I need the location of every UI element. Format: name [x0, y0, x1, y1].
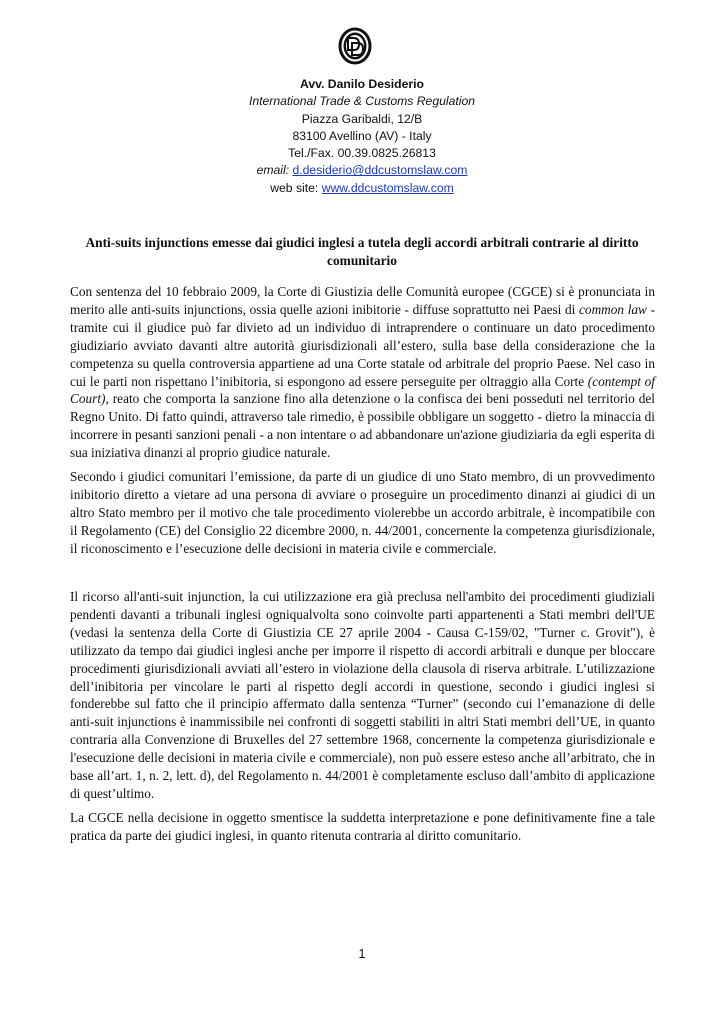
- paragraph-1-italic-common-law: common law: [579, 301, 647, 317]
- document-title: Anti-suits injunctions emesse dai giudici inglesi a tutela degli accordi arbitrali contrarie al diritto comunitario: [85, 235, 639, 268]
- email-line: [0, 162, 724, 179]
- website-label: web site:: [270, 180, 322, 195]
- firm-subtitle: International Trade & Customs Regulation: [248, 94, 476, 109]
- email-link[interactable]: d.desiderio@ddcustomslaw.com: [292, 163, 468, 178]
- paragraph-1-italic-contempt: (contempt of Court): [70, 373, 655, 407]
- page-number: 1: [358, 947, 366, 961]
- paragraph-1-text-c: - tramite cui il giudice può far divieto ad un individuo di intraprendere o continuare un dato procedimento giudiziario avviato davanti altre autorità giurisdizionali all’estero, sulla base della considerazione che la competenza su quella controversia appartiene ad una Corte statale od arbitrale del proprio Paese. Nel caso in cui le parti non rispettano l’inibitoria, si espongono ad essere perseguite per oltraggio alla Corte: [70, 301, 655, 389]
- paragraph-1-text-e: , reato che comporta la sanzione fino alla detenzione o la confisca dei beni posseduti nel territorio del Regno Unito. Di fatto quindi, attraverso tale rimedio, è possibile obbligare un soggetto - dietro la minaccia di incorrere in pesanti sanzioni penali - a non intentare o ad abbandonare un'azione giudiziaria da egli esperita di sua iniziativa dinanzi al proprio giudice naturale.: [70, 391, 655, 461]
- paragraph-1: [70, 283, 655, 462]
- email-label: email:: [256, 163, 293, 178]
- paragraph-3: Il ricorso all'anti-suit injunction, la cui utilizzazione era già preclusa nell'ambito dei procedimenti giudiziali pendenti davanti a tribunali inglesi ogniqualvolta sono coinvolte parti appartenenti a Stati membri dell'UE (vedasi la sentenza della Corte di Giustizia CE 27 aprile 2004 - Causa C-159/02, "Turner c. Grovit"), è utilizzato da tempo dai giudici inglesi anche per imporre il rispetto di accordi arbitrali e dunque per bloccare procedimenti giurisdizionali avviati all’estero in violazione della clausola di riserva arbitrale. L’utilizzazione dell’inibitoria per vincolare le parti al rispetto degli accordi in questione, secondo i giudici inglesi si fonderebbe sul fatto che il principio affermato dalla sentenza “Turner” (secondo cui l’emanazione di delle anti-suit injunctions è inammissibile nei confronti di soggetti stabiliti in altri Stati membri dell’UE, in quanto contraria alla Convenzione di Bruxelles del 27 settembre 1968, concernente la competenza giurisdizionale e l'esecuzione delle decisioni in materia civile e commerciale), non può essere esteso anche all’arbitrato, che in base all’art. 1, n. 2, lett. d), del Regolamento n. 44/2001 è completamente escluso dall’ambito di applicazione di quest’ultimo.: [70, 589, 655, 801]
- dd-monogram-logo-icon: [337, 26, 373, 66]
- lawyer-name: Avv. Danilo Desiderio: [300, 77, 424, 91]
- paragraph-1-text-a: Con sentenza del 10 febbraio 2009, la Corte di Giustizia delle Comunità europee (CGCE) si è pronunciata in merito alle anti-suits injunctions, ossia quelle azioni inibitorie - diffuse soprattutto nei Paesi di: [70, 284, 655, 317]
- paragraph-4: La CGCE nella decisione in oggetto smentisce la suddetta interpretazione e pone definitivamente fine a tale pratica da parte dei giudici inglesi, in quanto ritenuta contraria al diritto comunitario.: [70, 810, 655, 843]
- letterhead: [0, 76, 724, 197]
- phone-fax: Tel./Fax. 00.39.0825.26813: [288, 146, 436, 161]
- address-line-1: Piazza Garibaldi, 12/B: [301, 111, 423, 126]
- paragraph-2: Secondo i giudici comunitari l’emissione, da parte di un giudice di uno Stato membro, di un provvedimento inibitorio diretto a vietare ad una persona di avviare o proseguire un procedimento dinanzi ai giudici di un altro Stato membro per il motivo che tale procedimento violerebbe un accordo arbitrale, è incompatibile con il Regolamento (CE) del Consiglio 22 dicembre 2000, n. 44/2001, concernente la competenza giurisdizionale, il riconoscimento e l’esecuzione delle decisioni in materia civile e commerciale.: [70, 469, 655, 556]
- website-link[interactable]: www.ddcustomslaw.com: [321, 180, 454, 195]
- address-line-2: 83100 Avellino (AV) - Italy: [292, 128, 432, 143]
- website-line: [0, 180, 724, 197]
